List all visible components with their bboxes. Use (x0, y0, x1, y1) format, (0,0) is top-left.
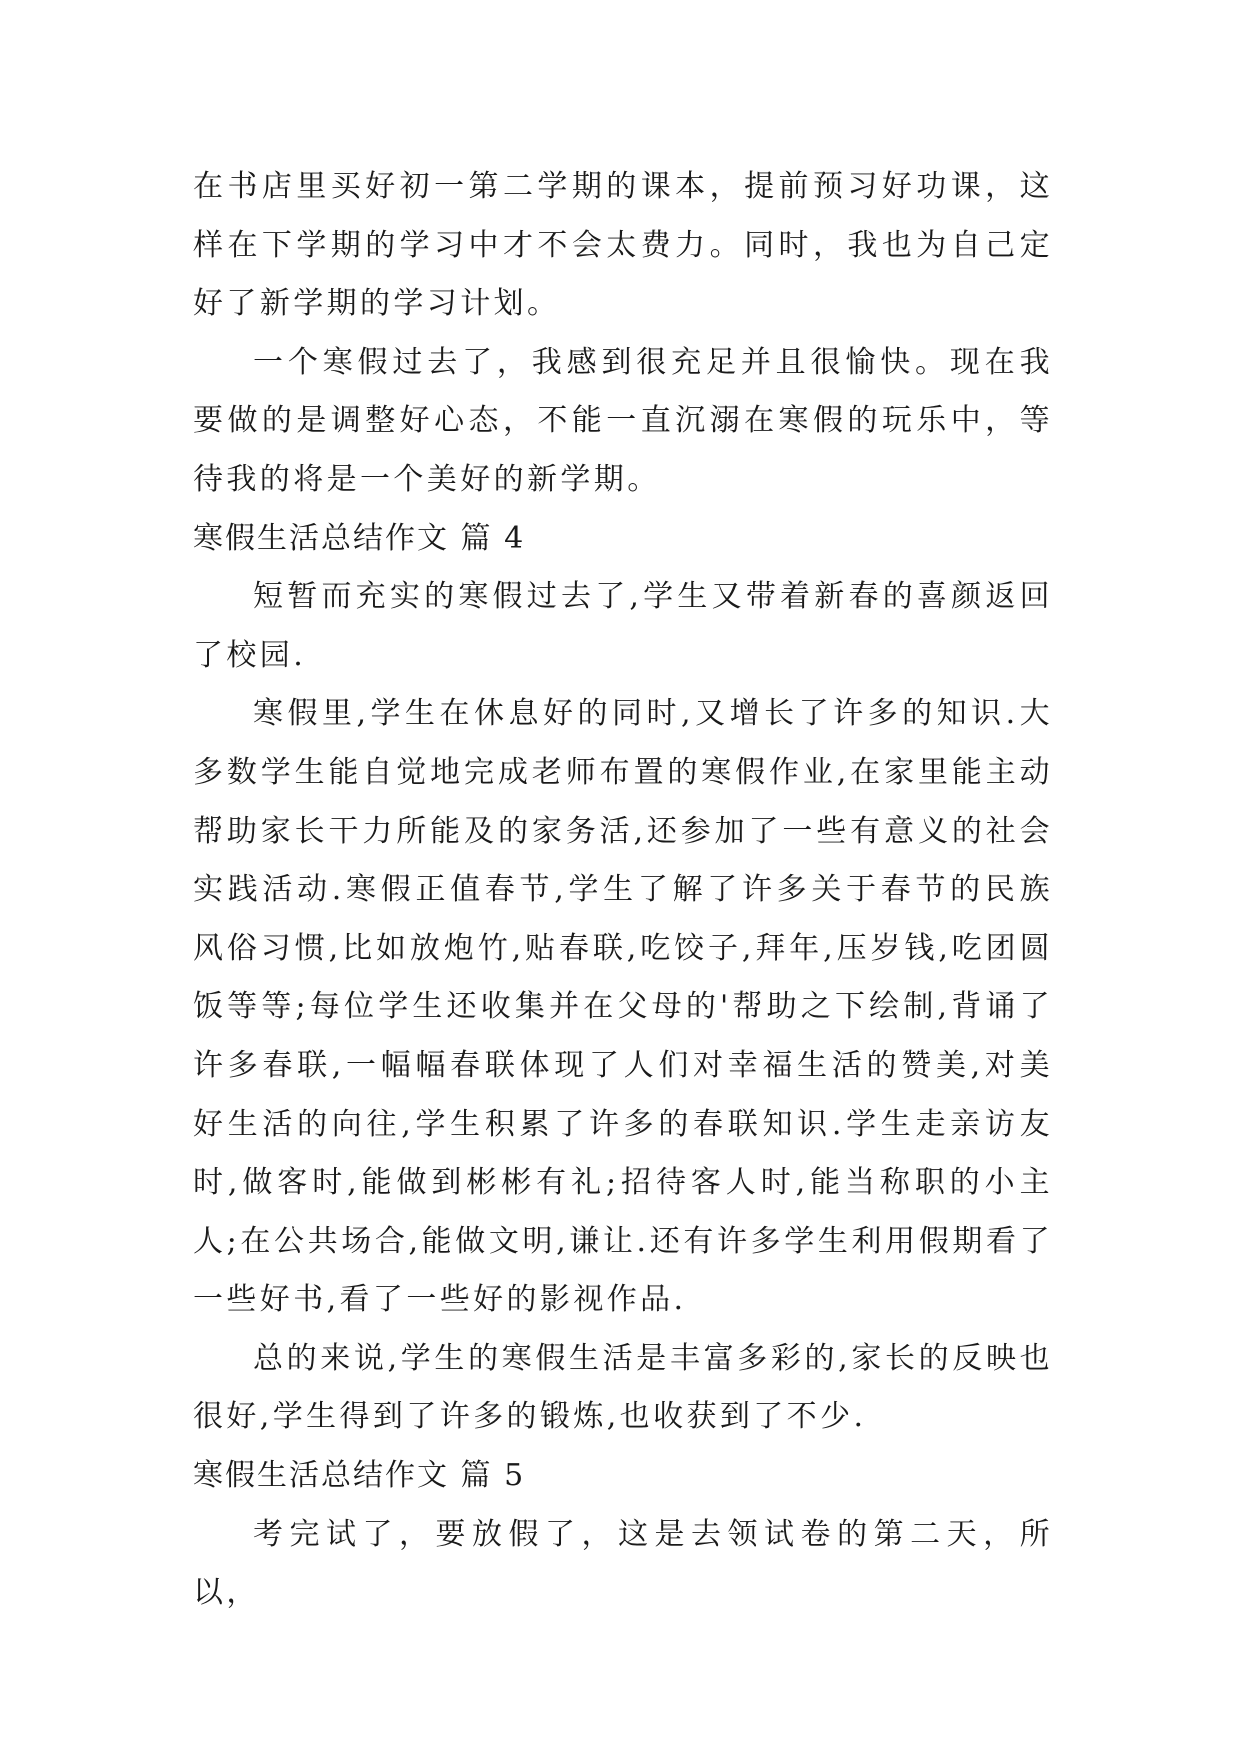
document-body (193, 158, 1053, 1623)
paragraph-winter-activities: 寒假里,学生在休息好的同时,又增长了许多的知识.大多数学生能自觉地完成老师布置的寒假作业,在家里能主动帮助家长干力所能及的家务活,还参加了一些有意义的社会实践活动.寒假正值春节,学生了解了许多关于春节的民族风俗习惯,比如放炮竹,贴春联,吃饺子,拜年,压岁钱,吃团圆饭等等;每位学生还收集并在父母的'帮助之下绘制,背诵了许多春联,一幅幅春联体现了人们对幸福生活的赞美,对美好生活的向往,学生积累了许多的春联知识.学生走亲访友时,做客时,能做到彬彬有礼;招待客人时,能当称职的小主人;在公共场合,能做文明,谦让.还有许多学生利用假期看了一些好书,看了一些好的影视作品. (193, 696, 1053, 1318)
section-heading-part-4: 寒假生活总结作文 篇 4 (193, 520, 526, 556)
paragraph-exam-finished: 考完试了，要放假了，这是去领试卷的第二天，所以， (193, 1516, 1053, 1611)
paragraph-summary: 总的来说,学生的寒假生活是丰富多彩的,家长的反映也很好,学生得到了许多的锻炼,也收获到了不少. (193, 1340, 1053, 1435)
paragraph-return-to-campus: 短暂而充实的寒假过去了,学生又带着新春的喜颜返回了校园. (193, 579, 1053, 673)
section-heading-part-5: 寒假生活总结作文 篇 5 (193, 1458, 526, 1494)
paragraph-study-plan: 在书店里买好初一第二学期的课本，提前预习好功课，这样在下学期的学习中才不会太费力。同时，我也为自己定好了新学期的学习计划。 (193, 169, 1053, 322)
paragraph-holiday-reflection: 一个寒假过去了，我感到很充足并且很愉快。现在我要做的是调整好心态，不能一直沉溺在寒假的玩乐中，等待我的将是一个美好的新学期。 (193, 344, 1053, 497)
